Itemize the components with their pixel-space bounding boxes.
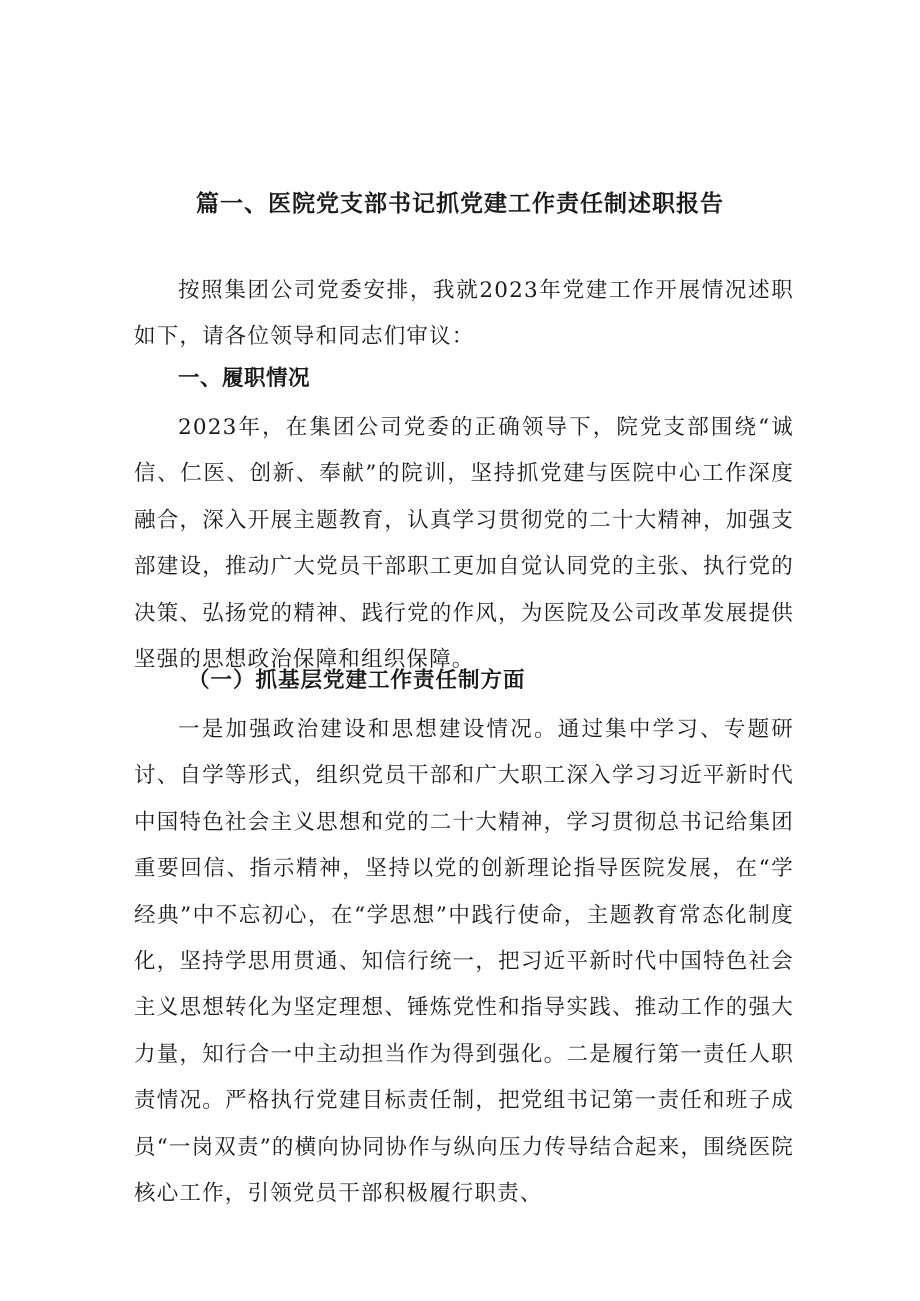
section-heading-performance: 一、履职情况	[178, 366, 311, 391]
document-title: 篇一、医院党支部书记抓党建工作责任制述职报告	[196, 190, 724, 218]
intro-paragraph: 按照集团公司党委安排，我就2023年党建工作开展情况述职如下，请各位领导和同志们审议：	[134, 278, 794, 350]
subsection-paragraph-detail: 一是加强政治建设和思想建设情况。通过集中学习、专题研讨、自学等形式，组织党员干部和广大职工深入学习习近平新时代中国特色社会主义思想和党的二十大精神，学习贯彻总书记给集团重要回信、指示精神，坚持以党的创新理论指导医院发展，在“学经典”中不忘初心，在“学思想”中践行使命，主题教育常态化制度化，坚持学思用贯通、知信行统一，把习近平新时代中国特色社会主义思想转化为坚定理想、锤炼党性和指导实践、推动工作的强大力量，知行合一中主动担当作为得到强化。二是履行第一责任人职责情况。严格执行党建目标责任制，把党组书记第一责任和班子成员“一岗双责”的横向协同协作与纵向压力传导结合起来，围绕医院核心工作，引领党员干部积极履行职责、	[134, 717, 794, 1207]
subsection-heading-responsibility: （一）抓基层党建工作责任制方面	[188, 668, 526, 693]
section-paragraph-overview: 2023年，在集团公司党委的正确领导下，院党支部围绕“诚信、仁医、创新、奉献”的院训，坚持抓党建与医院中心工作深度融合，深入开展主题教育，认真学习贯彻党的二十大精神，加强支部建设，推动广大党员干部职工更加自觉认同党的主张、执行党的决策、弘扬党的精神、践行党的作风，为医院及公司改革发展提供坚强的思想政治保障和组织保障。	[134, 415, 794, 673]
